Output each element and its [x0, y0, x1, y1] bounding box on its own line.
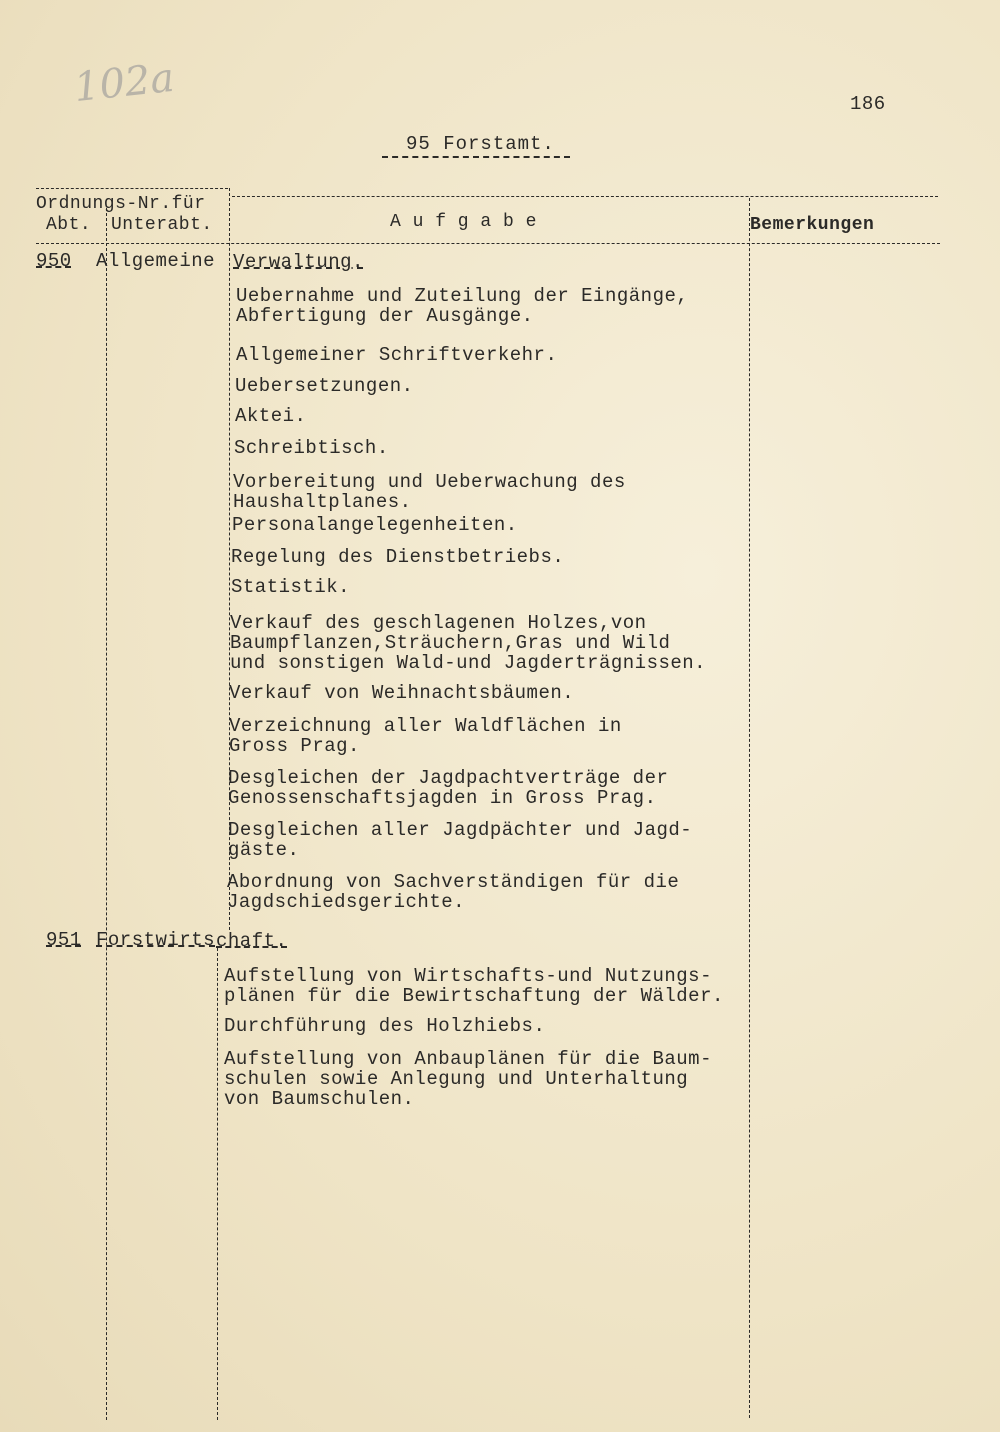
header-bottom-rule: [36, 243, 940, 244]
section-name-left: Allgemeine: [96, 250, 216, 272]
task-item: Allgemeiner Schriftverkehr.: [236, 344, 558, 366]
task-item: Aktei.: [235, 405, 307, 427]
task-item: Schreibtisch.: [234, 437, 389, 459]
task-item: Verkauf von Weihnachtsbäumen.: [229, 682, 575, 704]
task-item: Personalangelegenheiten.: [232, 514, 518, 536]
task-item: Regelung des Dienstbetriebs.: [231, 546, 565, 568]
header-top-rule-right: [232, 196, 938, 197]
task-item: Aufstellung von Wirtschafts-und Nutzungs- plänen für die Bewirtschaftung der Wälder.: [224, 965, 724, 1007]
column-divider-aufgabe-lower: [217, 948, 218, 1420]
task-item: Abordnung von Sachverständigen für die Jagdschiedsgerichte.: [227, 871, 680, 913]
column-divider-bemerkungen: [749, 198, 750, 1418]
task-item: Verkauf des geschlagenen Holzes,von Baumpflanzen,Sträuchern,Gras und Wild und sonstigen Wald-und Jagderträgnissen.: [230, 612, 707, 674]
task-item: Vorbereitung und Ueberwachung des Haushaltplanes.: [233, 471, 626, 513]
task-item: Aufstellung von Anbauplänen für die Baum- schulen sowie Anlegung und Unterhaltung von Baumschulen.: [224, 1048, 712, 1110]
header-ordnungs-nr: Ordnungs-Nr.für: [36, 194, 206, 214]
task-item: Statistik.: [231, 576, 351, 598]
section-name-right: chaft.: [216, 930, 288, 952]
header-top-rule-left: [36, 188, 228, 189]
header-aufgabe: A u f g a b e: [390, 212, 537, 232]
task-item: Verzeichnung aller Waldflächen in Gross Prag.: [229, 715, 622, 757]
column-divider-abt: [106, 208, 107, 1420]
section-name-right: Verwaltung.: [233, 251, 364, 273]
section-number: 951: [46, 929, 82, 951]
title-underline: [382, 156, 570, 158]
page-number: 186: [850, 93, 886, 115]
handwritten-page-mark: 102a: [71, 54, 177, 112]
task-item: Desgleichen aller Jagdpächter und Jagd- gäste.: [228, 819, 693, 861]
section-name-left: Forstwirts: [96, 929, 216, 951]
header-unterabt: Unterabt.: [111, 215, 213, 235]
task-item: Desgleichen der Jagdpachtverträge der Genossenschaftsjagden in Gross Prag.: [228, 767, 669, 809]
page-title: 95 Forstamt.: [406, 133, 555, 155]
header-abt: Abt.: [46, 215, 92, 235]
header-bemerkungen: Bemerkungen: [750, 215, 875, 235]
task-item: Uebersetzungen.: [235, 375, 414, 397]
task-item: Uebernahme und Zuteilung der Eingänge, Abfertigung der Ausgänge.: [236, 285, 689, 327]
section-number: 950: [36, 250, 72, 272]
task-item: Durchführung des Holzhiebs.: [224, 1015, 546, 1037]
